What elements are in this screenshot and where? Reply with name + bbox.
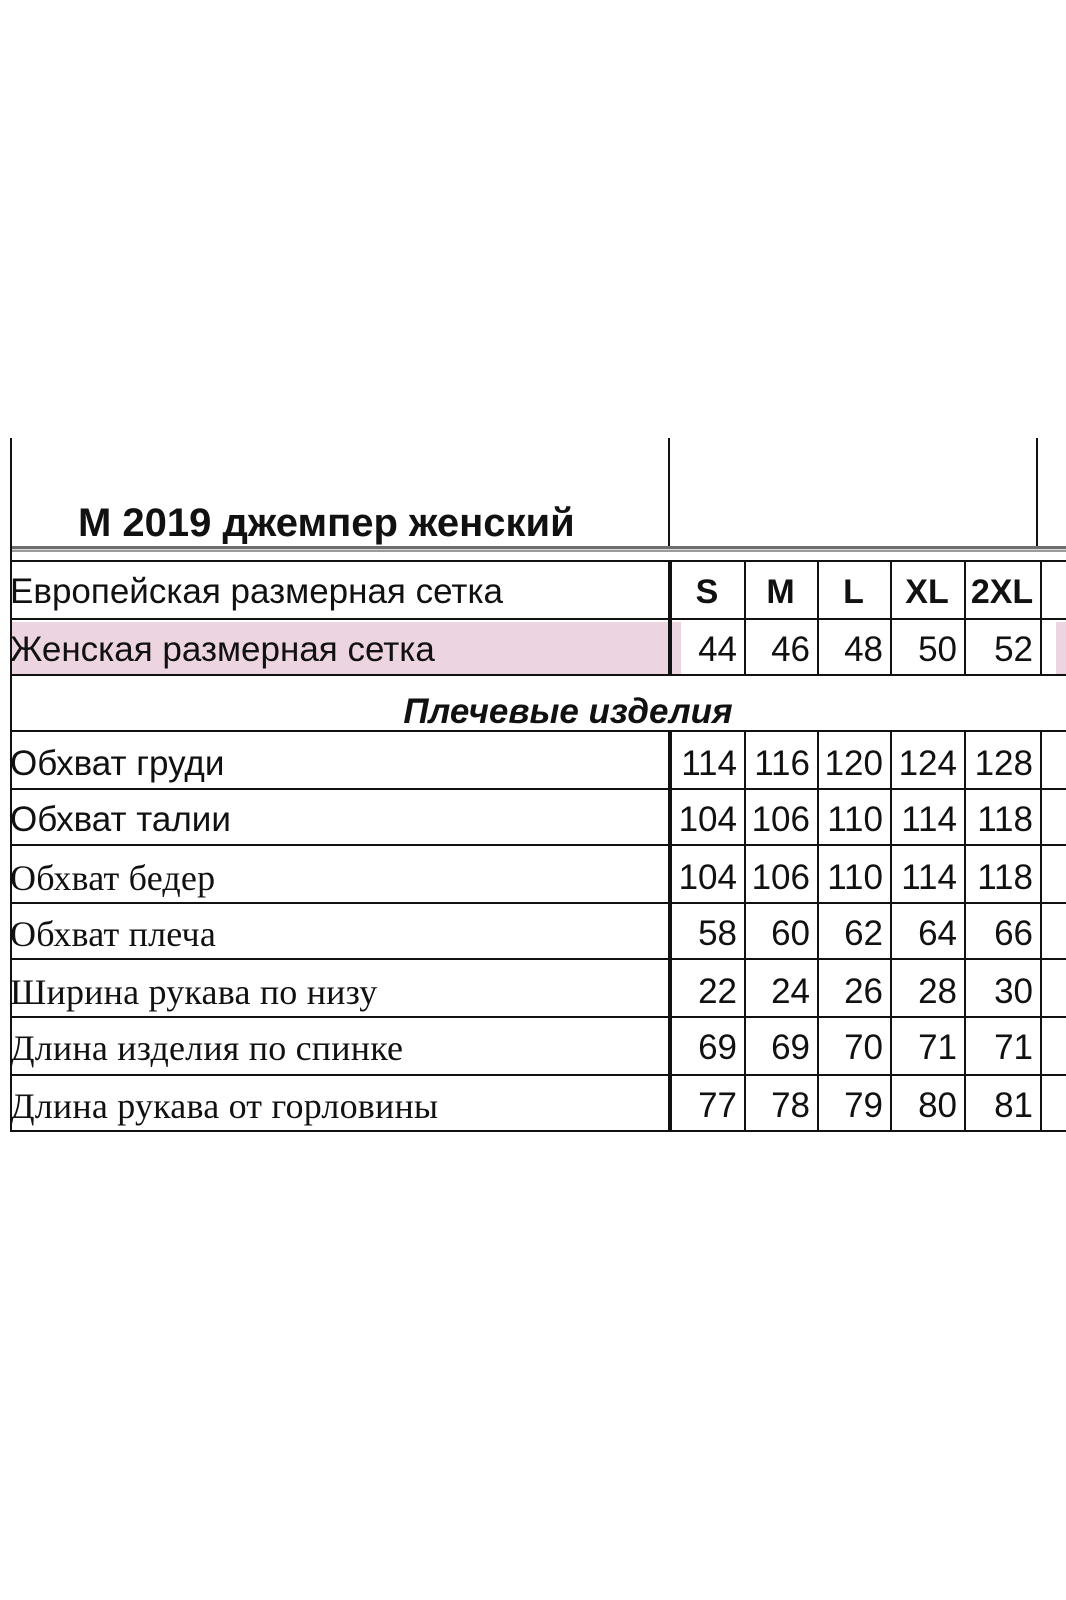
measurement-value: 118: [977, 858, 1033, 897]
measurement-value: 104: [678, 858, 737, 897]
womens-size-value: 48: [844, 630, 883, 669]
measurement-value: 71: [918, 1028, 957, 1067]
section-title: Плечевые изделия: [403, 692, 733, 731]
measurement-value: 114: [681, 744, 737, 783]
womens-size-value: 52: [994, 630, 1033, 669]
measurement-value: 106: [751, 800, 810, 839]
measurement-value: 120: [824, 744, 883, 783]
measurement-label: Длина изделия по спинке: [10, 1028, 404, 1068]
womens-row-highlight-edge: [1056, 622, 1066, 676]
measurement-value: 26: [844, 972, 883, 1011]
european-size-xl: XL: [905, 573, 949, 611]
measurement-value: 114: [901, 858, 957, 897]
grid-col-line: [1040, 730, 1042, 1130]
european-size-2xl: 2XL: [970, 573, 1034, 611]
grid-row-line: [10, 1130, 1066, 1132]
grid-row-line: [10, 788, 1066, 790]
grid-row-line: [10, 560, 1066, 562]
measurement-value: 79: [844, 1086, 883, 1125]
measurement-value: 124: [898, 744, 957, 783]
grid-title-divider-right: [1036, 438, 1038, 546]
european-size-label: Европейская размерная сетка: [10, 572, 503, 611]
product-title: М 2019 джемпер женский: [78, 501, 575, 545]
measurement-value: 60: [771, 914, 810, 953]
measurement-value: 71: [994, 1028, 1033, 1067]
womens-size-value: 44: [698, 630, 737, 669]
measurement-label: Обхват груди: [10, 744, 225, 783]
european-size-l: L: [843, 573, 864, 611]
measurement-value: 81: [994, 1086, 1033, 1125]
measurement-value: 62: [844, 914, 883, 953]
measurement-value: 78: [771, 1086, 810, 1125]
measurement-label: Ширина рукава по низу: [10, 972, 378, 1012]
measurement-label: Обхват талии: [10, 800, 231, 839]
grid-title-divider: [668, 438, 670, 546]
european-size-s: S: [695, 573, 719, 611]
grid-row-line: [10, 844, 1066, 846]
european-size-m: M: [766, 573, 795, 611]
measurement-value: 106: [751, 858, 810, 897]
measurement-value: 66: [994, 914, 1033, 953]
measurement-value: 116: [754, 744, 810, 783]
measurement-value: 114: [901, 800, 957, 839]
grid-col-line: [1040, 560, 1042, 676]
measurement-value: 28: [918, 972, 957, 1011]
measurement-label: Обхват плеча: [10, 914, 217, 954]
grid-row-line: [10, 1074, 1066, 1076]
womens-size-label: Женская размерная сетка: [10, 630, 435, 669]
measurement-label: Длина рукава от горловины: [10, 1086, 439, 1126]
measurement-value: 110: [827, 858, 883, 897]
grid-row-line: [10, 1016, 1066, 1018]
grid-row-line: [10, 902, 1066, 904]
measurement-value: 77: [698, 1086, 737, 1125]
measurement-value: 110: [827, 800, 883, 839]
measurement-value: 104: [678, 800, 737, 839]
grid-row-line: [10, 674, 1066, 676]
measurement-value: 58: [698, 914, 737, 953]
measurement-value: 22: [698, 972, 737, 1011]
womens-size-value: 46: [771, 630, 810, 669]
measurement-value: 70: [844, 1028, 883, 1067]
measurement-value: 69: [698, 1028, 737, 1067]
size-chart-table: [10, 438, 1066, 1156]
measurement-value: 80: [918, 1086, 957, 1125]
header-separator: [10, 546, 1066, 552]
measurement-value: 24: [771, 972, 810, 1011]
grid-row-line: [10, 618, 1066, 620]
measurement-value: 69: [771, 1028, 810, 1067]
measurement-value: 64: [918, 914, 957, 953]
measurement-label: Обхват бедер: [10, 858, 216, 898]
grid-row-line: [10, 958, 1066, 960]
measurement-value: 30: [994, 972, 1033, 1011]
measurement-value: 118: [977, 800, 1033, 839]
measurement-value: 128: [974, 744, 1033, 783]
womens-size-value: 50: [918, 630, 957, 669]
